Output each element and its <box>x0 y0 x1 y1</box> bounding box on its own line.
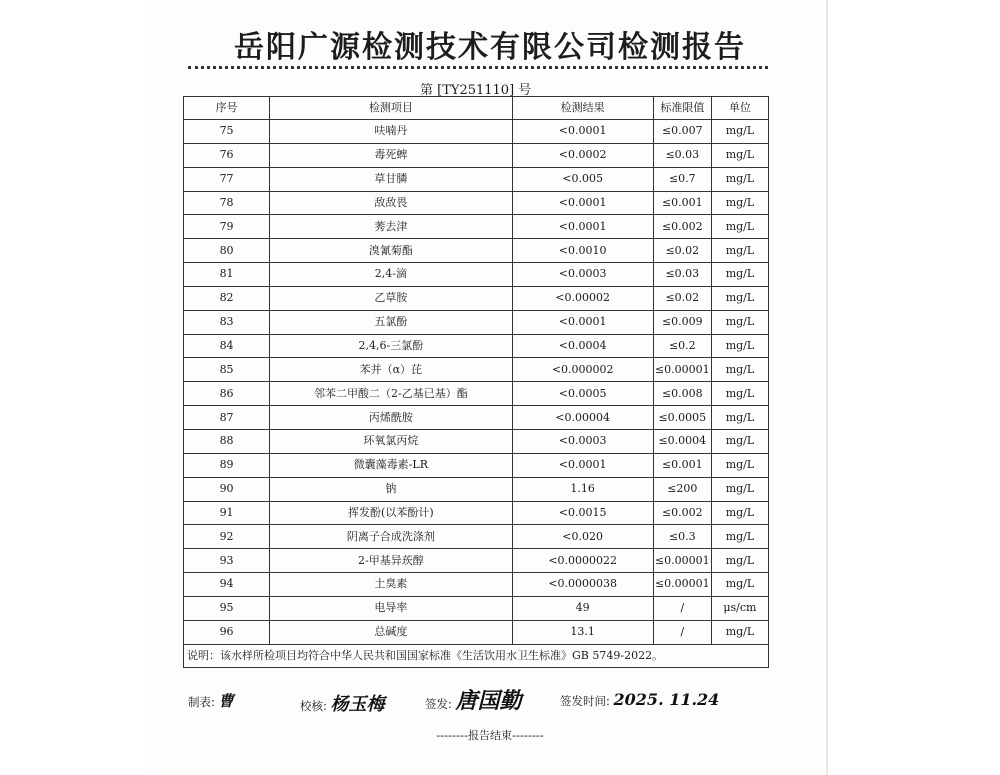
cell-result: <0.0001 <box>512 191 653 215</box>
header-result: 检测结果 <box>512 97 653 120</box>
cell-no: 76 <box>184 143 270 167</box>
cell-unit: mg/L <box>711 429 768 453</box>
date-value: 2025. 11.24 <box>613 690 720 709</box>
cell-limit: ≤0.02 <box>653 239 711 263</box>
cell-limit: / <box>653 596 711 620</box>
cell-no: 89 <box>184 453 270 477</box>
issue-date <box>560 690 719 709</box>
checked-label: 校核: <box>300 699 327 713</box>
cell-limit: ≤0.001 <box>653 191 711 215</box>
cell-no: 96 <box>184 620 270 644</box>
cell-item: 邻苯二甲酸二（2-乙基已基）酯 <box>270 382 512 406</box>
prepared-by <box>188 690 234 711</box>
cell-result: <0.00004 <box>512 406 653 430</box>
cell-result: <0.0004 <box>512 334 653 358</box>
table-row <box>184 477 769 501</box>
cell-limit: ≤0.008 <box>653 382 711 406</box>
cell-no: 95 <box>184 596 270 620</box>
title-divider <box>188 66 768 69</box>
header-item: 检测项目 <box>270 97 512 120</box>
table-row <box>184 167 769 191</box>
cell-unit: mg/L <box>711 310 768 334</box>
date-label: 签发时间: <box>560 694 610 708</box>
prepared-signature: 曹 <box>218 692 234 710</box>
prepared-label: 制表: <box>188 695 215 709</box>
cell-unit: mg/L <box>711 143 768 167</box>
cell-limit: ≤0.2 <box>653 334 711 358</box>
cell-limit: ≤0.007 <box>653 120 711 144</box>
approved-label: 签发: <box>425 697 452 711</box>
cell-unit: mg/L <box>711 167 768 191</box>
cell-unit: mg/L <box>711 525 768 549</box>
cell-limit: / <box>653 620 711 644</box>
cell-no: 75 <box>184 120 270 144</box>
cell-limit: ≤0.03 <box>653 143 711 167</box>
note-text: 说明：该水样所检项目均符合中华人民共和国国家标准《生活饮用水卫生标准》GB 5749-2022。 <box>184 644 769 668</box>
cell-unit: mg/L <box>711 120 768 144</box>
cell-result: <0.00002 <box>512 286 653 310</box>
table-row <box>184 382 769 406</box>
table-row <box>184 143 769 167</box>
cell-item: 钠 <box>270 477 512 501</box>
cell-no: 88 <box>184 429 270 453</box>
cell-item: 溴氰菊酯 <box>270 239 512 263</box>
report-end: --------报告结束-------- <box>436 729 544 742</box>
cell-unit: mg/L <box>711 382 768 406</box>
cell-item: 毒死蜱 <box>270 143 512 167</box>
cell-no: 82 <box>184 286 270 310</box>
table-row <box>184 358 769 382</box>
cell-no: 78 <box>184 191 270 215</box>
table-row <box>184 310 769 334</box>
cell-result: <0.0000022 <box>512 549 653 573</box>
cell-result: <0.0003 <box>512 429 653 453</box>
cell-item: 阴离子合成洗涤剂 <box>270 525 512 549</box>
cell-no: 94 <box>184 573 270 597</box>
cell-item: 五氯酚 <box>270 310 512 334</box>
table-row <box>184 239 769 263</box>
cell-limit: ≤0.00001 <box>653 549 711 573</box>
cell-unit: mg/L <box>711 286 768 310</box>
report-title: 岳阳广源检测技术有限公司检测报告 <box>234 30 746 65</box>
cell-no: 86 <box>184 382 270 406</box>
cell-no: 83 <box>184 310 270 334</box>
cell-item: 莠去津 <box>270 215 512 239</box>
cell-result: <0.0000038 <box>512 573 653 597</box>
cell-limit: ≤0.00001 <box>653 358 711 382</box>
cell-result: <0.0005 <box>512 382 653 406</box>
cell-unit: mg/L <box>711 239 768 263</box>
approved-by <box>425 684 522 715</box>
cell-item: 敌敌畏 <box>270 191 512 215</box>
table-row <box>184 573 769 597</box>
cell-no: 77 <box>184 167 270 191</box>
cell-unit: mg/L <box>711 191 768 215</box>
paper-edge <box>826 0 828 775</box>
cell-item: 苯并（α）芘 <box>270 358 512 382</box>
cell-limit: ≤0.0004 <box>653 429 711 453</box>
cell-item: 微囊藻毒素-LR <box>270 453 512 477</box>
cell-result: <0.0002 <box>512 143 653 167</box>
cell-result: 13.1 <box>512 620 653 644</box>
table-row <box>184 501 769 525</box>
cell-result: <0.0001 <box>512 215 653 239</box>
cell-limit: ≤0.009 <box>653 310 711 334</box>
cell-unit: mg/L <box>711 620 768 644</box>
cell-unit: mg/L <box>711 549 768 573</box>
cell-result: 49 <box>512 596 653 620</box>
cell-item: 电导率 <box>270 596 512 620</box>
cell-result: <0.0003 <box>512 263 653 287</box>
cell-no: 92 <box>184 525 270 549</box>
cell-result: <0.0010 <box>512 239 653 263</box>
cell-no: 80 <box>184 239 270 263</box>
cell-limit: ≤0.7 <box>653 167 711 191</box>
table-header-row <box>184 97 769 120</box>
cell-unit: mg/L <box>711 453 768 477</box>
cell-no: 87 <box>184 406 270 430</box>
cell-item: 2,4,6-三氯酚 <box>270 334 512 358</box>
cell-limit: ≤0.0005 <box>653 406 711 430</box>
header-limit: 标准限值 <box>653 97 711 120</box>
table-row <box>184 215 769 239</box>
cell-result: 1.16 <box>512 477 653 501</box>
cell-unit: mg/L <box>711 501 768 525</box>
cell-limit: ≤0.002 <box>653 215 711 239</box>
cell-unit: μs/cm <box>711 596 768 620</box>
cell-result: <0.020 <box>512 525 653 549</box>
cell-item: 2-甲基异莰醇 <box>270 549 512 573</box>
cell-item: 环氧氯丙烷 <box>270 429 512 453</box>
table-row <box>184 549 769 573</box>
cell-result: <0.0001 <box>512 310 653 334</box>
cell-result: <0.0001 <box>512 453 653 477</box>
cell-unit: mg/L <box>711 573 768 597</box>
cell-unit: mg/L <box>711 406 768 430</box>
cell-unit: mg/L <box>711 334 768 358</box>
checked-signature: 杨玉梅 <box>330 694 385 715</box>
cell-item: 土臭素 <box>270 573 512 597</box>
cell-unit: mg/L <box>711 477 768 501</box>
table-row <box>184 453 769 477</box>
table-row <box>184 263 769 287</box>
cell-no: 81 <box>184 263 270 287</box>
cell-limit: ≤0.00001 <box>653 573 711 597</box>
cell-no: 90 <box>184 477 270 501</box>
cell-no: 91 <box>184 501 270 525</box>
cell-item: 丙烯酰胺 <box>270 406 512 430</box>
cell-item: 总碱度 <box>270 620 512 644</box>
cell-item: 2,4-滴 <box>270 263 512 287</box>
header-no: 序号 <box>184 97 270 120</box>
cell-item: 乙草胺 <box>270 286 512 310</box>
checked-by <box>300 690 385 716</box>
cell-item: 挥发酚(以苯酚计) <box>270 501 512 525</box>
cell-unit: mg/L <box>711 263 768 287</box>
cell-no: 93 <box>184 549 270 573</box>
table-row <box>184 429 769 453</box>
cell-limit: ≤0.02 <box>653 286 711 310</box>
approved-signature: 唐国勤 <box>455 688 522 714</box>
note-row <box>184 644 769 668</box>
cell-limit: ≤200 <box>653 477 711 501</box>
cell-no: 79 <box>184 215 270 239</box>
table-row <box>184 286 769 310</box>
table-row <box>184 620 769 644</box>
table-row <box>184 120 769 144</box>
cell-result: <0.0015 <box>512 501 653 525</box>
table-row <box>184 596 769 620</box>
cell-unit: mg/L <box>711 358 768 382</box>
cell-result: <0.000002 <box>512 358 653 382</box>
results-table <box>183 96 769 668</box>
cell-result: <0.005 <box>512 167 653 191</box>
report-number: 第 [TY251110] 号 <box>420 83 532 98</box>
cell-no: 84 <box>184 334 270 358</box>
header-unit: 单位 <box>711 97 768 120</box>
cell-limit: ≤0.03 <box>653 263 711 287</box>
table-row <box>184 406 769 430</box>
cell-limit: ≤0.3 <box>653 525 711 549</box>
cell-item: 呋喃丹 <box>270 120 512 144</box>
cell-item: 草甘膦 <box>270 167 512 191</box>
cell-unit: mg/L <box>711 215 768 239</box>
cell-limit: ≤0.001 <box>653 453 711 477</box>
table-row <box>184 525 769 549</box>
table-row <box>184 191 769 215</box>
table-row <box>184 334 769 358</box>
cell-result: <0.0001 <box>512 120 653 144</box>
cell-limit: ≤0.002 <box>653 501 711 525</box>
cell-no: 85 <box>184 358 270 382</box>
